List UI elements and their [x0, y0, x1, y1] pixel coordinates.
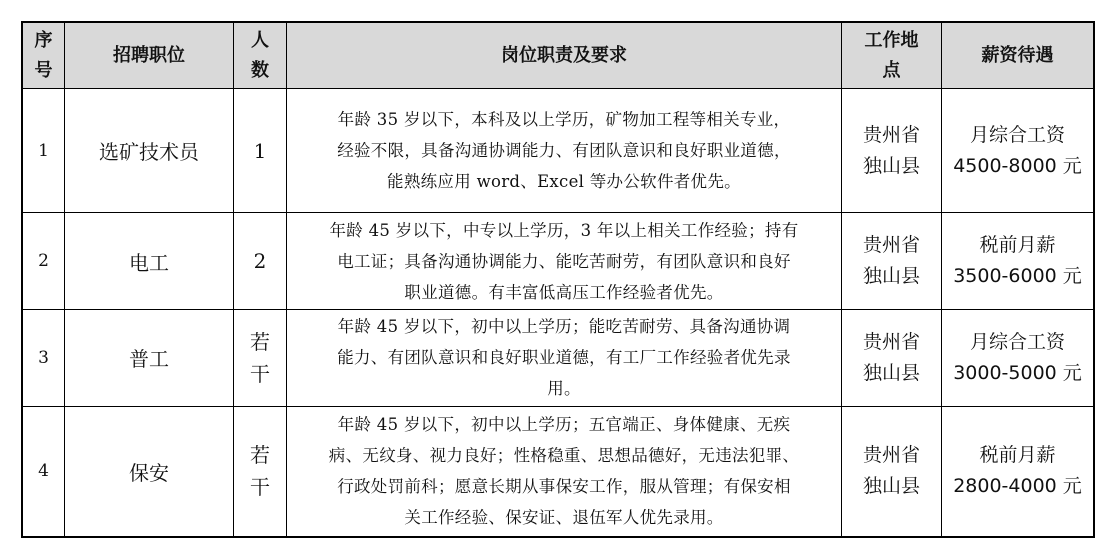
row-location: 贵州省 独山县 — [842, 89, 941, 212]
table-row — [23, 213, 1093, 309]
header-salary: 薪资待遇 — [942, 23, 1093, 88]
row-count: 若 干 — [234, 407, 286, 536]
row-count: 若 干 — [234, 310, 286, 406]
row-duties: 年龄 45 岁以下，初中以上学历；五官端正、身体健康、无疾 病、无纹身、视力良好；性格稳重、思想品德好，无违法犯罪、 行政处罚前科；愿意长期从事保安工作，服从管理；有保安相 关工作经验、保安证、退伍军人优先录用。 — [287, 407, 841, 536]
row-count: 1 — [234, 89, 286, 212]
row-duties: 年龄 45 岁以下，初中以上学历；能吃苦耐劳、具备沟通协调 能力、有团队意识和良好职业道德，有工厂工作经验者优先录 用。 — [287, 310, 841, 406]
row-location: 贵州省 独山县 — [842, 407, 941, 536]
row-salary: 税前月薪 2800-4000 元 — [942, 407, 1093, 536]
row-location: 贵州省 独山县 — [842, 213, 941, 309]
header-seq: 序 号 — [23, 23, 64, 88]
row-position: 选矿技术员 — [65, 89, 233, 212]
header-duties: 岗位职责及要求 — [287, 23, 841, 88]
row-location: 贵州省 独山县 — [842, 310, 941, 406]
header-count: 人 数 — [234, 23, 286, 88]
row-salary: 月综合工资 3000-5000 元 — [942, 310, 1093, 406]
table-row — [23, 407, 1093, 536]
row-position: 普工 — [65, 310, 233, 406]
recruitment-table — [21, 21, 1095, 538]
row-salary: 税前月薪 3500-6000 元 — [942, 213, 1093, 309]
header-position: 招聘职位 — [65, 23, 233, 88]
row-seq: 2 — [23, 213, 64, 309]
row-seq: 1 — [23, 89, 64, 212]
row-position: 电工 — [65, 213, 233, 309]
row-duties: 年龄 45 岁以下，中专以上学历，3 年以上相关工作经验；持有 电工证；具备沟通协调能力、能吃苦耐劳，有团队意识和良好 职业道德。有丰富低高压工作经验者优先。 — [287, 213, 841, 309]
row-seq: 4 — [23, 407, 64, 536]
table-row — [23, 89, 1093, 212]
row-seq: 3 — [23, 310, 64, 406]
row-duties: 年龄 35 岁以下，本科及以上学历，矿物加工程等相关专业， 经验不限，具备沟通协调能力、有团队意识和良好职业道德， 能熟练应用 word、Excel 等办公软件者优先。 — [287, 89, 841, 212]
header-location: 工作地 点 — [842, 23, 941, 88]
row-position: 保安 — [65, 407, 233, 536]
row-count: 2 — [234, 213, 286, 309]
row-salary: 月综合工资 4500-8000 元 — [942, 89, 1093, 212]
table-row — [23, 310, 1093, 406]
table-header-row — [23, 23, 1093, 88]
